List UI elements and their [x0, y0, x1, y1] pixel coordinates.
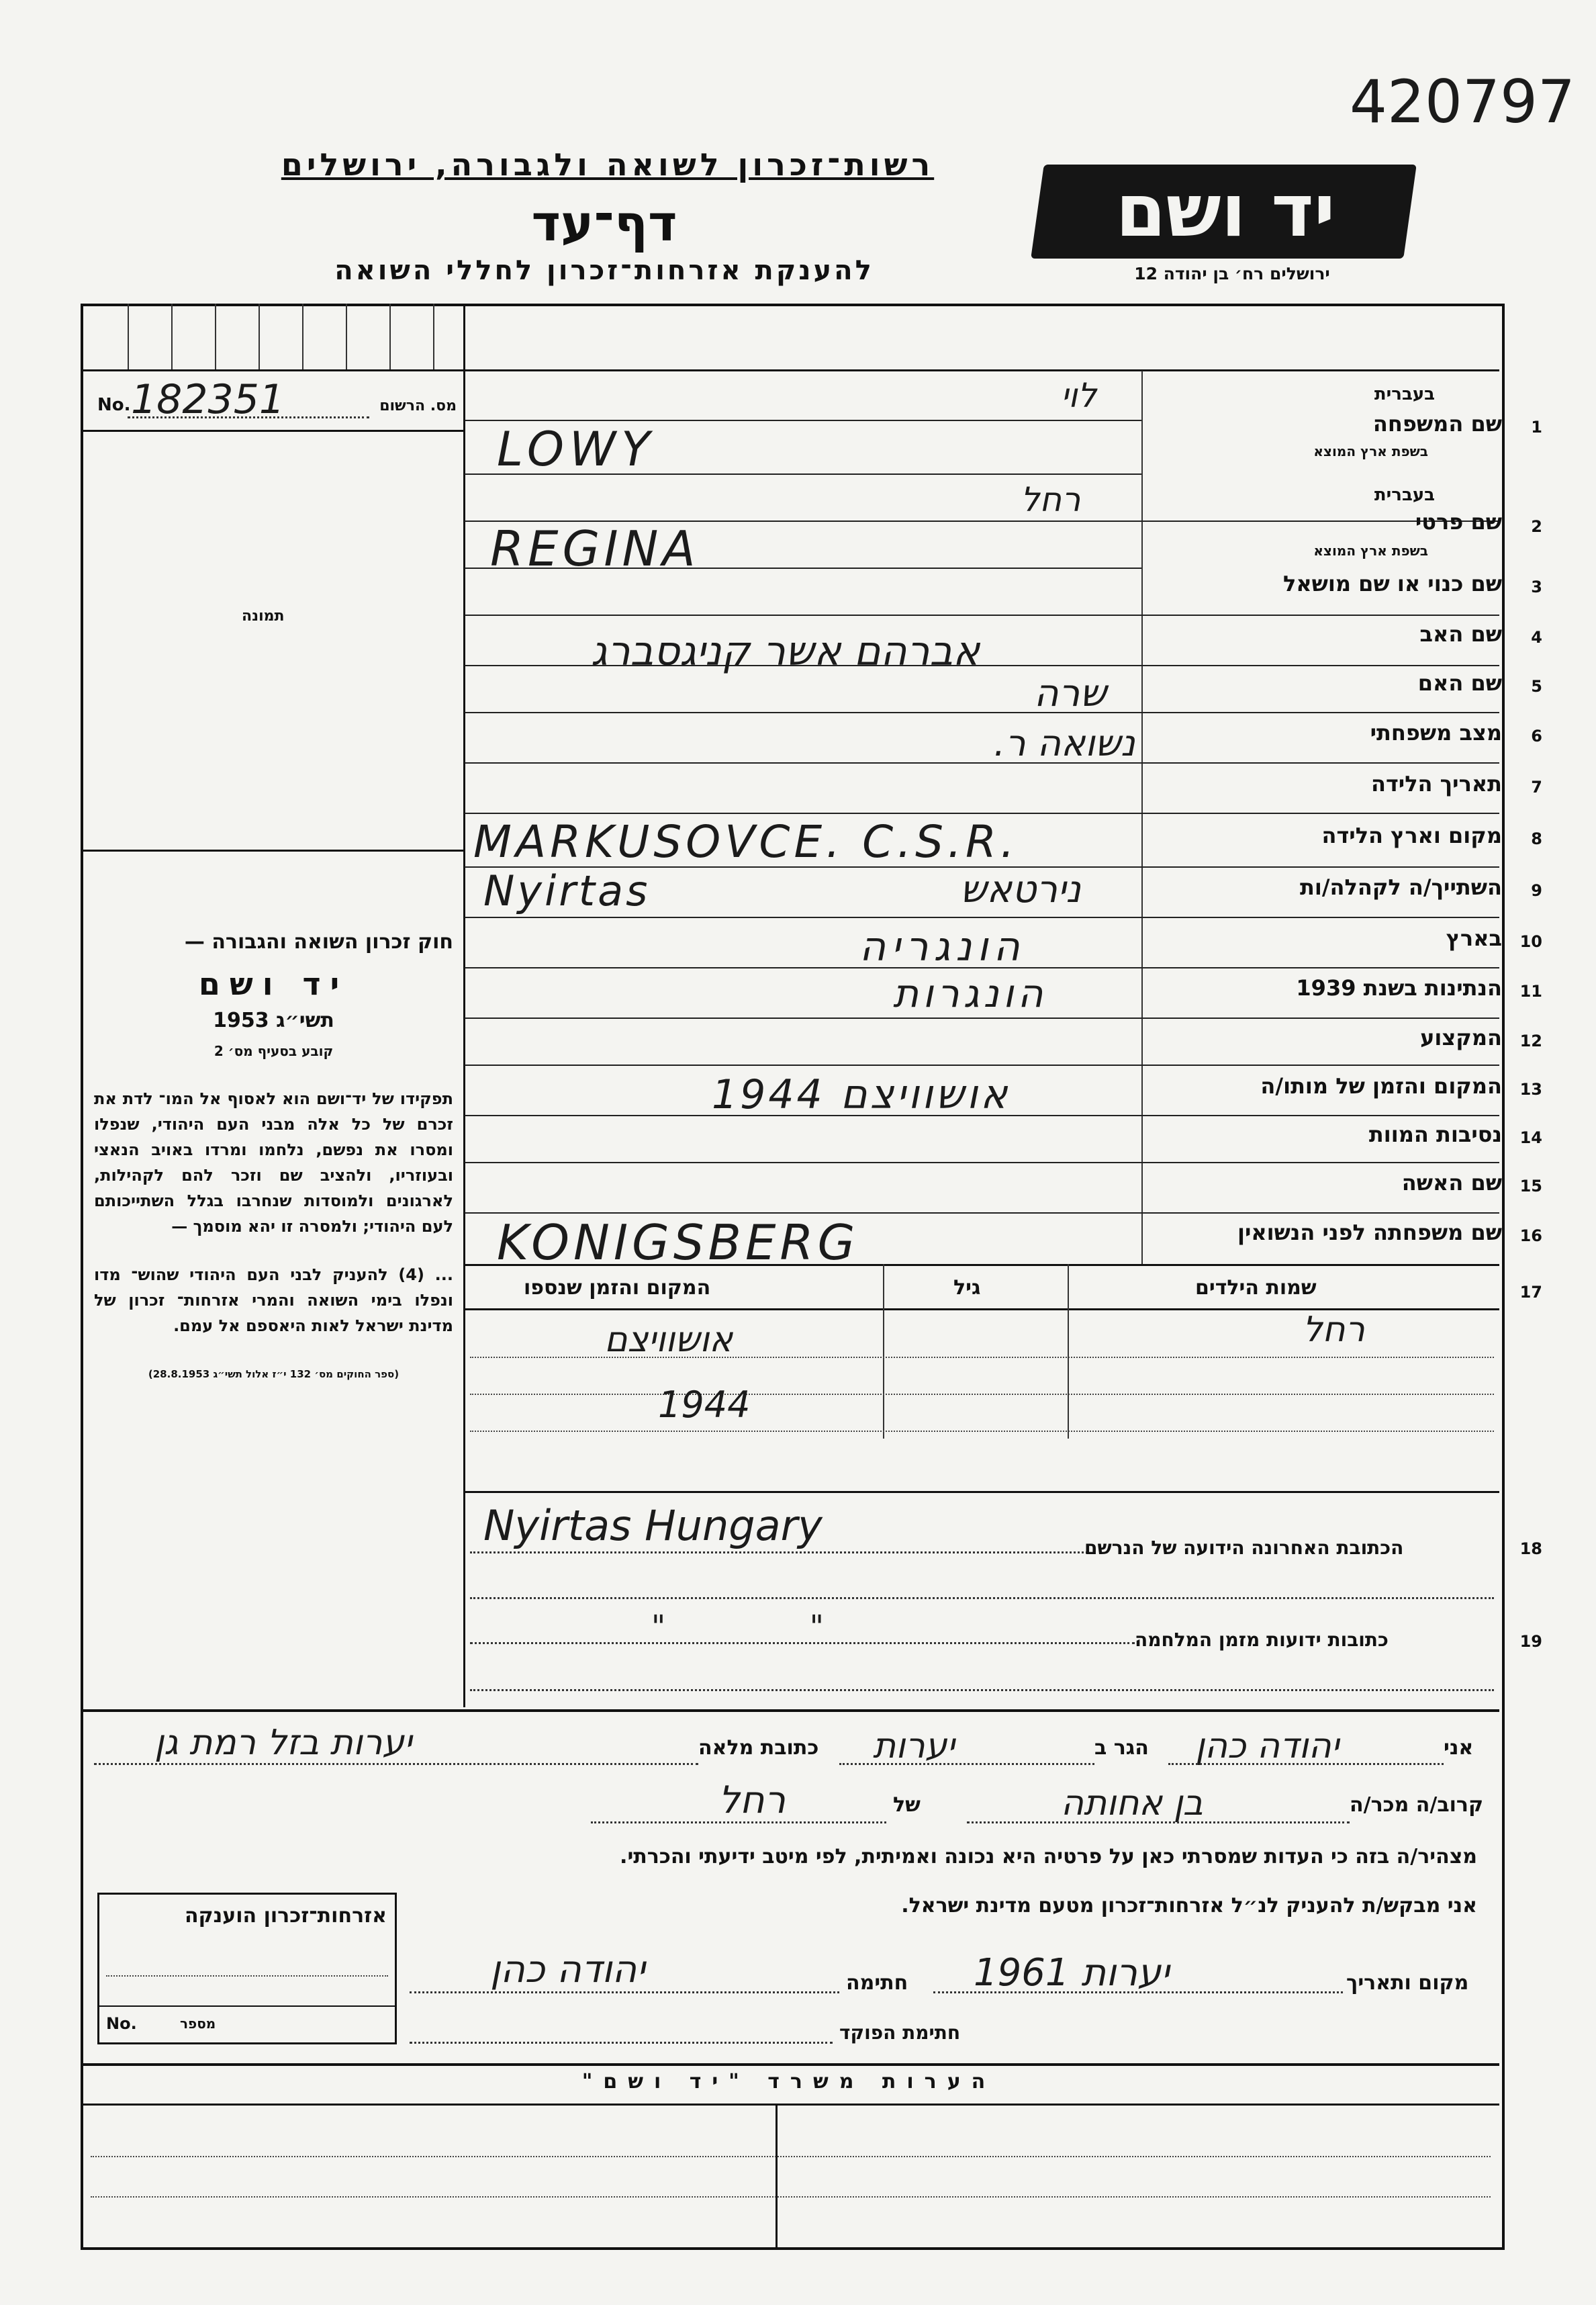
form-title: דף־עד	[531, 195, 677, 253]
field-1-value: LOWY	[497, 422, 655, 477]
law-year: תשי״ג 1953	[213, 1009, 334, 1032]
children-names-header: שמות הילדים	[1195, 1276, 1317, 1300]
field-10-value: הונגריה	[859, 923, 1025, 970]
child-name-value: רחל	[1303, 1310, 1365, 1350]
last-address-label: הכתובת האחרונה הידועה של הנרשם	[1084, 1537, 1404, 1559]
relation-value: בן אחותה	[1061, 1783, 1203, 1823]
official-signature-label: חתימת הפוקד	[839, 2022, 961, 2044]
last-address-value: Nyirtas Hungary	[483, 1501, 823, 1550]
logo-address: ירושלים רח׳ בן יהודה 12	[1134, 264, 1330, 283]
field-2-foreign-label: בשפת ארץ המוצא	[1313, 543, 1428, 559]
field-13-number: 13	[1519, 1080, 1542, 1099]
field-2-hebrew-label: בעברית	[1374, 485, 1435, 505]
field-12-label: המקצוע	[1420, 1025, 1502, 1050]
field-6-value: נשואה ר.	[994, 722, 1135, 764]
field-2-hebrew-value: רחל	[1021, 480, 1081, 519]
declaration-ani: אני	[1444, 1736, 1474, 1760]
field-12-number: 12	[1519, 1032, 1542, 1050]
field-11-value: הונגרות	[893, 970, 1047, 1016]
field-4-label: שם האב	[1419, 621, 1502, 647]
field-7-number: 7	[1531, 778, 1542, 797]
of-name-value: רחל	[718, 1778, 786, 1822]
citizenship-box	[97, 1893, 397, 2044]
field-13-label: המקום והזמן של מותו/ה	[1260, 1073, 1502, 1099]
children-place-header: המקום והזמן שנספו	[524, 1276, 711, 1300]
child-year-value: 1944	[658, 1384, 751, 1426]
signature-value: יהודה כהן	[490, 1948, 645, 1991]
field-9-number: 9	[1531, 881, 1542, 900]
field-13-value: אושוויצם 1944	[712, 1071, 1011, 1118]
declaration-statement-2: אני מבקש/ת להעניק לנ״ל אזרחות־זכרון מטעם מדינת ישראל.	[901, 1894, 1477, 1917]
child-place-value: אושוויצם	[604, 1320, 733, 1360]
place-date-label: מקום ותאריך	[1346, 1971, 1469, 1995]
field-1-foreign-label: בשפת ארץ המוצא	[1313, 443, 1428, 459]
field-14-number: 14	[1519, 1128, 1542, 1147]
law-citation: (ספר החוקים מס׳ 132 י״ז אלול תשי״ג 28.8.1953)	[148, 1368, 400, 1380]
field-11-label: הנתינות בשנת 1939	[1296, 975, 1502, 1001]
field-6-label: מצב משפחתי	[1370, 720, 1502, 745]
field-3-label: שם כנוי או שם מושאל	[1282, 571, 1502, 596]
field-2-number: 2	[1531, 517, 1542, 536]
law-text	[94, 930, 453, 1380]
declaration-statement-1: מצהיר/ה בזה כי העדות שמסרתי כאן על פרטיה היא נכונה ואמיתית, לפי מיטב ידיעתי והכרתי.	[620, 1845, 1477, 1868]
place-date-value: יערות 1961	[974, 1951, 1170, 1995]
wartime-address-label: כתובות ידועות מזמן המלחמה	[1135, 1629, 1389, 1651]
form-purpose: להענקת אזרחות־זכרון לחללי השואה	[334, 255, 874, 286]
field-14-label: נסיבות המוות	[1368, 1122, 1502, 1147]
field-2-label: שם פרטי	[1415, 509, 1502, 535]
registration-label: מס. הרשום	[379, 398, 457, 414]
field-16-number: 16	[1519, 1226, 1542, 1245]
field-8-number: 8	[1531, 829, 1542, 848]
field-9-label: השתייך/ה לקהלה/ות	[1299, 874, 1502, 900]
archive-number: 420797	[1350, 67, 1575, 136]
field-8-value: MARKUSOVCE. C.S.R.	[473, 816, 1019, 868]
signature-label: חתימה	[846, 1971, 908, 1995]
field-3-number: 3	[1531, 578, 1542, 596]
authority-name: רשות־זכרון לשואה ולגבורה, ירושלים	[281, 146, 935, 183]
law-name: יד ושם	[198, 966, 349, 1002]
field-2-value: REGINA	[490, 521, 700, 577]
wartime-address-value: " "	[651, 1609, 891, 1645]
field-5-label: שם האם	[1417, 670, 1502, 696]
full-address-value: יערות בזל רמת גן	[154, 1723, 412, 1763]
of-label: של	[893, 1793, 921, 1817]
wartime-address-number: 19	[1519, 1632, 1542, 1651]
field-7-label: תאריך הלידה	[1370, 771, 1502, 797]
registration-number	[94, 376, 457, 423]
field-10-label: בארץ	[1446, 925, 1502, 951]
field-1-hebrew-value: לוי	[1061, 376, 1097, 415]
citizenship-box-no: No.	[106, 2014, 137, 2033]
field-15-number: 15	[1519, 1177, 1542, 1195]
citizenship-box-title: אזרחות־זכרון הוענקה	[184, 1904, 387, 1928]
field-4-value: אברהם אשר קניגסברג	[591, 628, 980, 675]
field-1-hebrew-label: בעברית	[1374, 384, 1435, 404]
declarant-name: יהודה כהן	[1195, 1726, 1340, 1766]
relative-label: קרוב/ה מכר/ה	[1350, 1793, 1484, 1817]
field-16-label: שם משפחתה לפני הנשואין	[1237, 1220, 1502, 1245]
resides-label: הגר ב	[1094, 1736, 1149, 1760]
field-5-value: שרה	[1034, 672, 1107, 715]
field-11-number: 11	[1519, 982, 1542, 1001]
children-number: 17	[1519, 1283, 1542, 1302]
field-10-number: 10	[1519, 932, 1542, 951]
field-16-value: KONIGSBERG	[497, 1214, 859, 1271]
field-15-label: שם האשה	[1401, 1170, 1502, 1195]
law-title: חוק זכרון השואה והגבורה —	[184, 930, 453, 954]
registration-value: 182351	[131, 376, 285, 423]
last-address-number: 18	[1519, 1539, 1542, 1558]
field-5-number: 5	[1531, 677, 1542, 696]
registration-prefix: No.	[97, 395, 131, 415]
photo-label: תמונה	[242, 608, 285, 625]
field-1-label: שם המשפחה	[1372, 411, 1502, 437]
children-age-header: גיל	[953, 1276, 981, 1300]
office-notes-title: הערות משרד "יד ושם"	[581, 2070, 996, 2093]
full-address-label: כתובת מלאה	[698, 1736, 819, 1760]
law-paragraph-1: תפקידו של יד־ושם הוא לאסוף אל המו־ לדת את זכרם של כל אלה מבני העם היהודי, שנפלו ומסרו את נפשם, נלחמו ומרדו באויב הנאצי ובעוזריו, ולהציב שם וזכר להם לקהילות, לארגונים ולמוסדות שנחרבו בגלל השתייכותם לעם היהודי; ולמסרה זו יהא מוסמך —	[94, 1089, 453, 1236]
citizenship-box-number-label: מספר	[180, 2016, 216, 2032]
law-section: קובע בסעיף מס׳ 2	[214, 1043, 334, 1059]
field-8-label: מקום וארץ הלידה	[1321, 823, 1502, 848]
field-1-number: 1	[1531, 418, 1542, 437]
law-paragraph-2: ... (4) להעניק לבני העם היהודי שהוש־ מדו ונפלו בימי השואה והמרי אזרחות־ זכרון של מדינת ישראל לאות היאספם אל עמם.	[94, 1265, 453, 1335]
field-4-number: 4	[1531, 628, 1542, 647]
logo-text: יד ושם	[1115, 169, 1335, 253]
field-9-value: Nyirtas	[483, 866, 651, 915]
field-6-number: 6	[1531, 727, 1542, 745]
resides-value: יערות	[873, 1726, 955, 1766]
field-9-hebrew-value: נירטאש	[960, 868, 1081, 911]
